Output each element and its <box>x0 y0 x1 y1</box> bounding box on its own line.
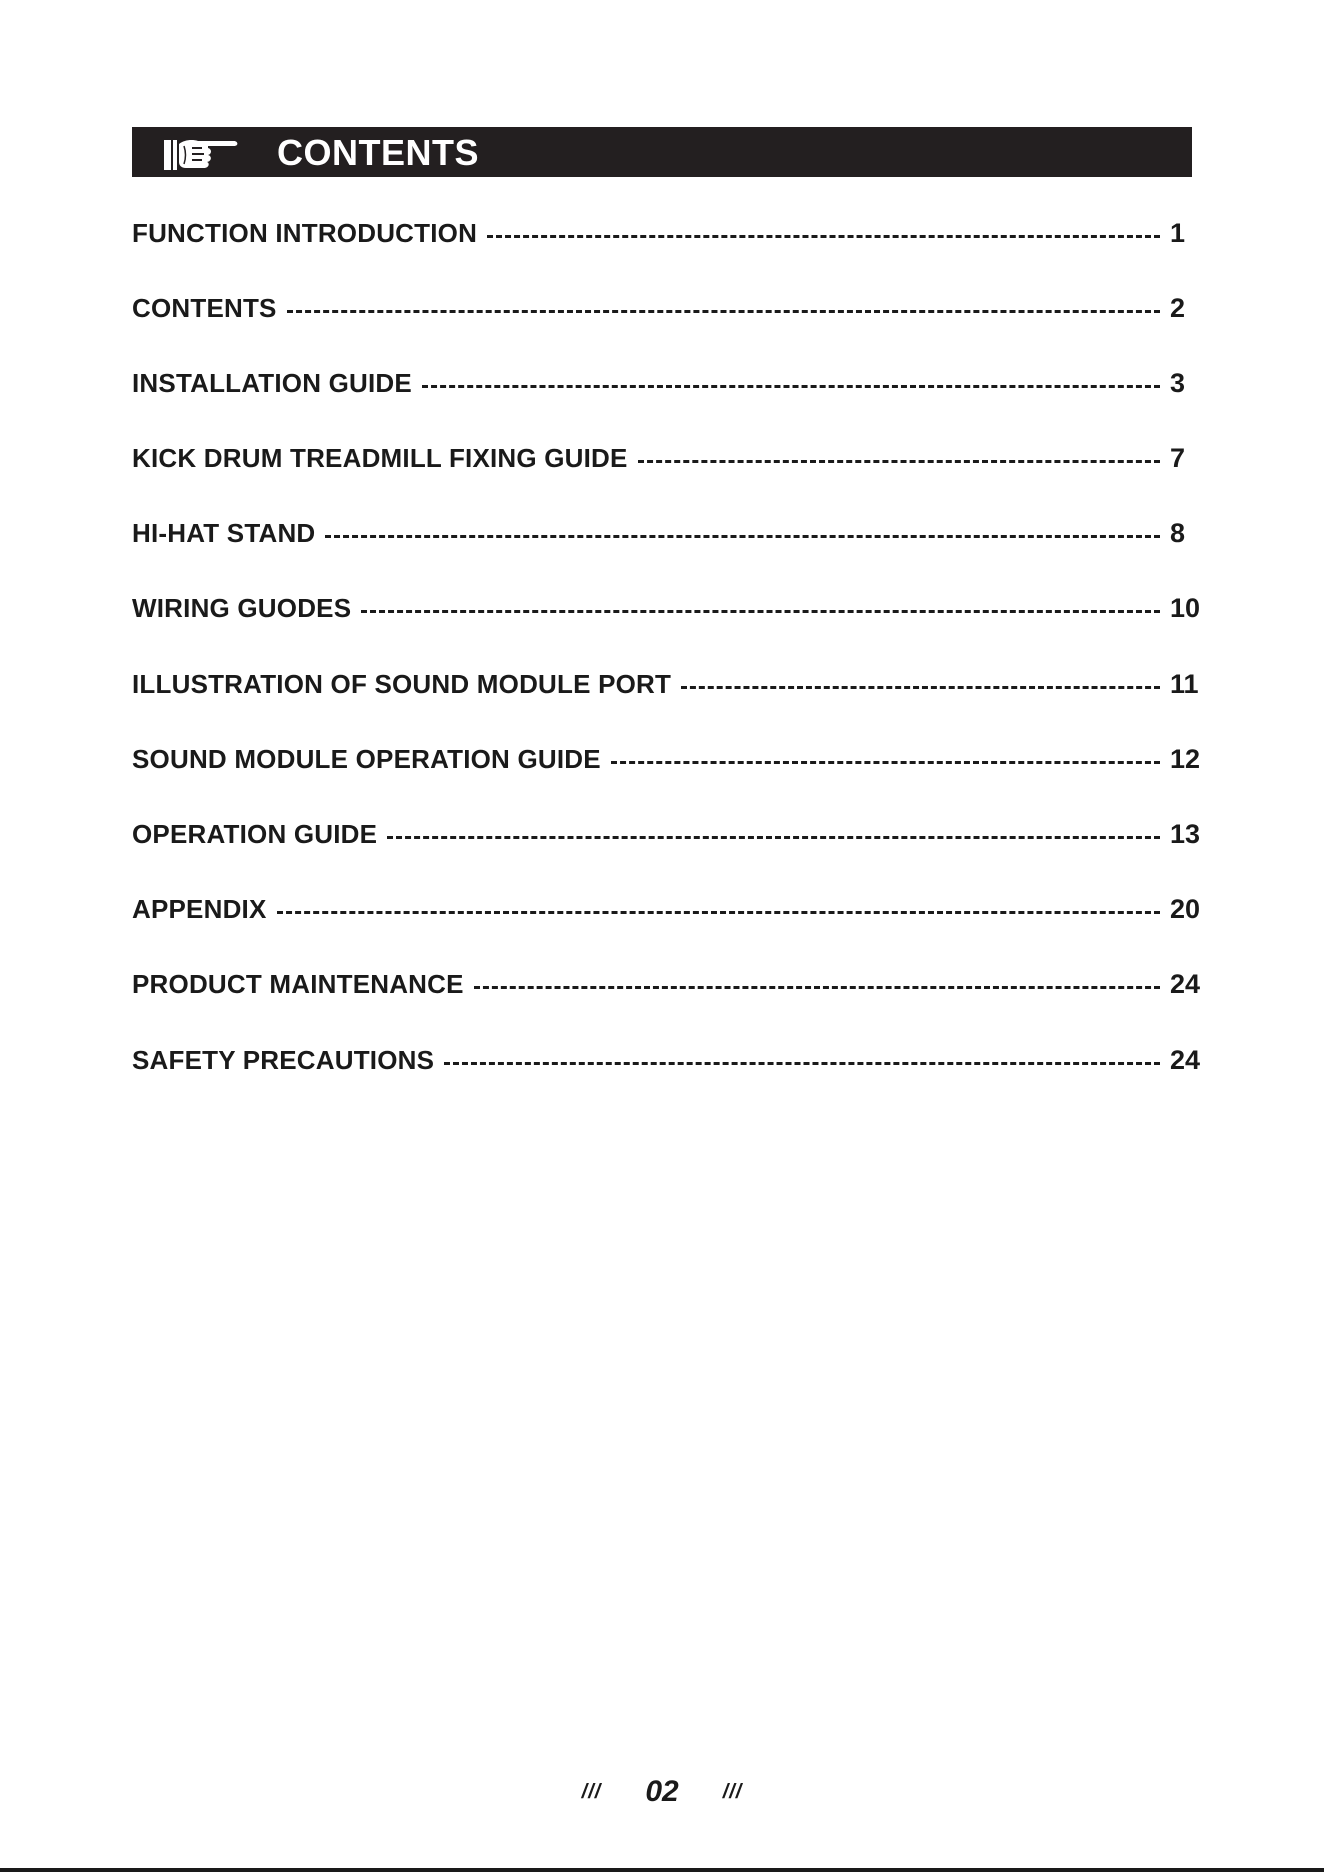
dotted-leader <box>474 986 1160 989</box>
toc-entry[interactable] <box>132 514 1212 589</box>
dotted-leader <box>422 385 1160 388</box>
toc-entry-title: ILLUSTRATION OF SOUND MODULE PORT <box>132 668 672 699</box>
dotted-leader <box>287 310 1160 313</box>
dotted-leader <box>444 1062 1160 1065</box>
toc-entry[interactable] <box>132 890 1212 965</box>
toc-entry[interactable] <box>132 439 1212 514</box>
toc-entry-title: WIRING GUODES <box>132 593 352 624</box>
toc-entry[interactable] <box>132 739 1212 814</box>
dotted-leader <box>325 535 1160 538</box>
toc-entry[interactable] <box>132 965 1212 1040</box>
dotted-leader <box>611 761 1160 764</box>
toc-entry-title: INSTALLATION GUIDE <box>132 367 412 398</box>
page-footer <box>0 1772 1324 1812</box>
toc-entry[interactable] <box>132 815 1212 890</box>
toc-entry-page: 8 <box>1170 518 1186 549</box>
toc-entry-page: 7 <box>1170 443 1186 474</box>
toc-entry-page: 2 <box>1170 292 1186 323</box>
toc-entry[interactable] <box>132 213 1212 288</box>
contents-header-bar <box>132 127 1192 177</box>
toc-entry-page: 24 <box>1170 969 1201 1000</box>
toc-entry-title: FUNCTION INTRODUCTION <box>132 217 478 248</box>
toc-entry-title: SOUND MODULE OPERATION GUIDE <box>132 743 601 774</box>
toc-entry-page: 20 <box>1170 894 1201 925</box>
footer-right-decoration: /// <box>722 1780 743 1803</box>
toc-entry-page: 3 <box>1170 367 1186 398</box>
toc-entry[interactable] <box>132 589 1212 664</box>
toc-entry-page: 11 <box>1170 668 1199 699</box>
footer-left-decoration: /// <box>581 1780 602 1803</box>
toc-entry[interactable] <box>132 363 1212 438</box>
dotted-leader <box>487 235 1160 238</box>
toc-entry-title: OPERATION GUIDE <box>132 819 378 849</box>
toc-entry[interactable] <box>132 664 1212 739</box>
toc-entry-page: 10 <box>1170 593 1201 624</box>
table-of-contents <box>132 213 1212 1115</box>
toc-entry-title: KICK DRUM TREADMILL FIXING GUIDE <box>132 443 628 474</box>
dotted-leader <box>277 911 1160 914</box>
toc-entry-page: 1 <box>1170 217 1186 248</box>
toc-entry-title: HI-HAT STAND <box>132 518 316 549</box>
bottom-border-line <box>0 1868 1324 1872</box>
dotted-leader <box>638 460 1160 463</box>
dotted-leader <box>681 686 1160 689</box>
dotted-leader <box>387 836 1160 839</box>
toc-entry-page: 13 <box>1170 819 1201 849</box>
toc-entry-page: 12 <box>1170 743 1201 774</box>
page-number: 02 <box>645 1775 679 1808</box>
toc-entry-title: SAFETY PRECAUTIONS <box>132 1044 435 1075</box>
toc-entry-title: PRODUCT MAINTENANCE <box>132 969 464 1000</box>
dotted-leader <box>361 610 1160 613</box>
toc-entry-title: APPENDIX <box>132 894 267 925</box>
toc-entry-page: 24 <box>1170 1044 1201 1075</box>
toc-entry[interactable] <box>132 1040 1212 1115</box>
toc-entry[interactable] <box>132 288 1212 363</box>
pointing-hand-icon <box>162 132 242 172</box>
toc-entry-title: CONTENTS <box>132 292 277 323</box>
contents-title: CONTENTS <box>277 132 479 173</box>
